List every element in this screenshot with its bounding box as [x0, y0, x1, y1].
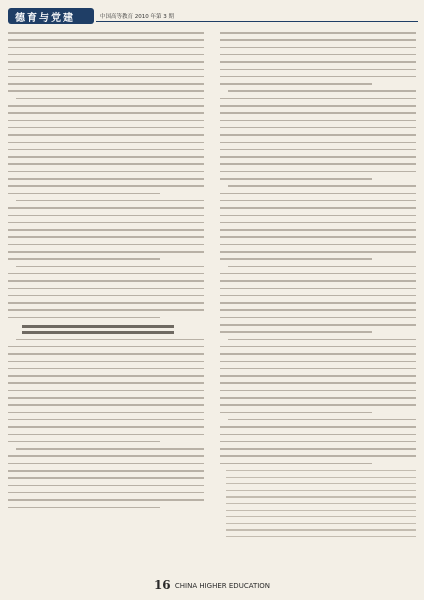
body-text-line	[220, 382, 416, 384]
reference-line	[226, 536, 416, 537]
body-text-line	[8, 105, 204, 107]
subheading-line	[22, 331, 174, 334]
reference-line	[226, 470, 416, 471]
body-text-line	[220, 32, 416, 34]
body-text-line	[8, 434, 204, 436]
body-text-line	[220, 295, 416, 297]
body-text-line	[220, 222, 416, 224]
subheading-line	[22, 325, 174, 328]
body-text-line	[8, 185, 204, 187]
section-banner	[8, 8, 94, 24]
body-text-line	[220, 455, 416, 457]
body-text-line	[8, 47, 204, 49]
body-text-line	[8, 39, 204, 41]
page-header	[6, 8, 418, 26]
body-text-line	[8, 295, 204, 297]
body-text-line	[220, 288, 416, 290]
body-text-line	[220, 331, 372, 333]
body-text-line	[8, 477, 204, 479]
body-text-line	[220, 69, 416, 71]
body-text-line	[220, 142, 416, 144]
body-text-line	[220, 448, 416, 450]
body-text-line	[8, 390, 204, 392]
body-text-line	[8, 470, 204, 472]
body-text-line	[8, 317, 160, 319]
body-text-line	[16, 339, 204, 341]
reference-line	[226, 490, 416, 491]
body-text-line	[220, 390, 416, 392]
body-text-line	[220, 171, 416, 173]
body-text-line	[8, 368, 204, 370]
body-text-line	[8, 412, 204, 414]
body-text-line	[220, 112, 416, 114]
body-text-line	[220, 98, 416, 100]
body-text-line	[8, 163, 204, 165]
page-footer	[0, 578, 424, 592]
body-text-line	[8, 32, 204, 34]
body-text-line	[220, 346, 416, 348]
body-text-line	[8, 346, 204, 348]
reference-line	[226, 503, 416, 504]
body-text-line	[8, 404, 204, 406]
body-text-line	[220, 236, 416, 238]
body-text-line	[220, 193, 416, 195]
body-text-line	[228, 185, 416, 187]
body-text-line	[220, 361, 416, 363]
body-text-line	[8, 258, 160, 260]
body-text-line	[8, 76, 204, 78]
page-number: 16	[153, 578, 171, 592]
body-text-line	[8, 361, 204, 363]
body-text-line	[220, 120, 416, 122]
journal-brand: CHINA HIGHER EDUCATION	[174, 582, 271, 590]
body-text-line	[8, 244, 204, 246]
body-text-line	[16, 98, 204, 100]
section-title: 德育与党建	[15, 13, 75, 24]
reference-line	[226, 477, 416, 478]
body-text-line	[220, 229, 416, 231]
body-text-line	[8, 178, 204, 180]
body-text-line	[220, 412, 372, 414]
body-text-line	[8, 222, 204, 224]
body-text-line	[8, 382, 204, 384]
body-text-line	[8, 207, 204, 209]
reference-line	[226, 510, 416, 511]
body-text-line	[220, 434, 416, 436]
reference-line	[226, 523, 416, 524]
body-text-line	[8, 463, 204, 465]
body-text-line	[8, 83, 204, 85]
body-text-line	[220, 178, 372, 180]
body-text-line	[220, 83, 372, 85]
body-text-line	[8, 127, 204, 129]
body-text-line	[220, 368, 416, 370]
body-text-line	[8, 251, 204, 253]
body-text-line	[8, 69, 204, 71]
body-text-line	[16, 266, 204, 268]
body-text-line	[8, 455, 204, 457]
body-text-line	[8, 193, 160, 195]
body-text-line	[220, 149, 416, 151]
body-text-line	[8, 215, 204, 217]
body-text-line	[8, 90, 204, 92]
body-text-line	[220, 127, 416, 129]
body-text-line	[8, 288, 204, 290]
body-text-line	[8, 375, 204, 377]
body-text-line	[220, 156, 416, 158]
body-text-line	[220, 317, 416, 319]
body-text-line	[220, 324, 416, 326]
body-text-line	[220, 39, 416, 41]
body-text-line	[220, 353, 416, 355]
reference-line	[226, 529, 416, 530]
body-text-line	[8, 492, 204, 494]
body-text-line	[8, 507, 160, 509]
body-text-line	[8, 309, 204, 311]
body-text-line	[220, 244, 416, 246]
header-rule	[96, 21, 418, 22]
body-text-line	[220, 441, 416, 443]
body-text-line	[220, 200, 416, 202]
body-text-line	[8, 171, 204, 173]
body-text-line	[8, 353, 204, 355]
body-text-line	[220, 375, 416, 377]
body-text-line	[8, 485, 204, 487]
body-text-line	[220, 463, 372, 465]
body-text-line	[220, 215, 416, 217]
body-text-line	[8, 120, 204, 122]
body-text-line	[8, 112, 204, 114]
reference-line	[226, 496, 416, 497]
body-text-line	[220, 302, 416, 304]
body-text-line	[8, 419, 204, 421]
body-text-line	[220, 426, 416, 428]
journal-issue: 中国高等教育 2010 年第 3 期	[100, 14, 174, 20]
reference-line	[226, 483, 416, 484]
body-text-line	[16, 200, 204, 202]
body-text-line	[8, 134, 204, 136]
body-text-line	[8, 441, 160, 443]
body-text-line	[220, 309, 416, 311]
body-text-line	[8, 149, 204, 151]
body-text-line	[8, 61, 204, 63]
body-text-line	[228, 266, 416, 268]
body-text-line	[220, 163, 416, 165]
body-text-line	[220, 54, 416, 56]
body-text-line	[220, 404, 416, 406]
body-text-line	[220, 397, 416, 399]
body-text-line	[8, 54, 204, 56]
body-text-line	[220, 207, 416, 209]
right-column	[220, 30, 416, 572]
body-text-line	[8, 280, 204, 282]
body-text-line	[220, 47, 416, 49]
body-text-line	[220, 258, 372, 260]
body-text-line	[220, 134, 416, 136]
body-text-line	[8, 397, 204, 399]
body-text-line	[8, 236, 204, 238]
body-text-line	[8, 302, 204, 304]
body-text-line	[220, 273, 416, 275]
body-text-line	[16, 448, 204, 450]
body-text-line	[8, 142, 204, 144]
body-text-line	[8, 426, 204, 428]
body-text-line	[228, 339, 416, 341]
body-text-line	[8, 499, 204, 501]
body-text-line	[220, 280, 416, 282]
reference-line	[226, 516, 416, 517]
body-text-line	[220, 105, 416, 107]
body-text-line	[220, 251, 416, 253]
body-text-line	[220, 61, 416, 63]
body-text-line	[8, 273, 204, 275]
body-text-line	[8, 229, 204, 231]
body-text-line	[228, 419, 416, 421]
body-text-line	[220, 76, 416, 78]
body-text-line	[228, 90, 416, 92]
left-column	[8, 30, 204, 572]
body-text-line	[8, 156, 204, 158]
